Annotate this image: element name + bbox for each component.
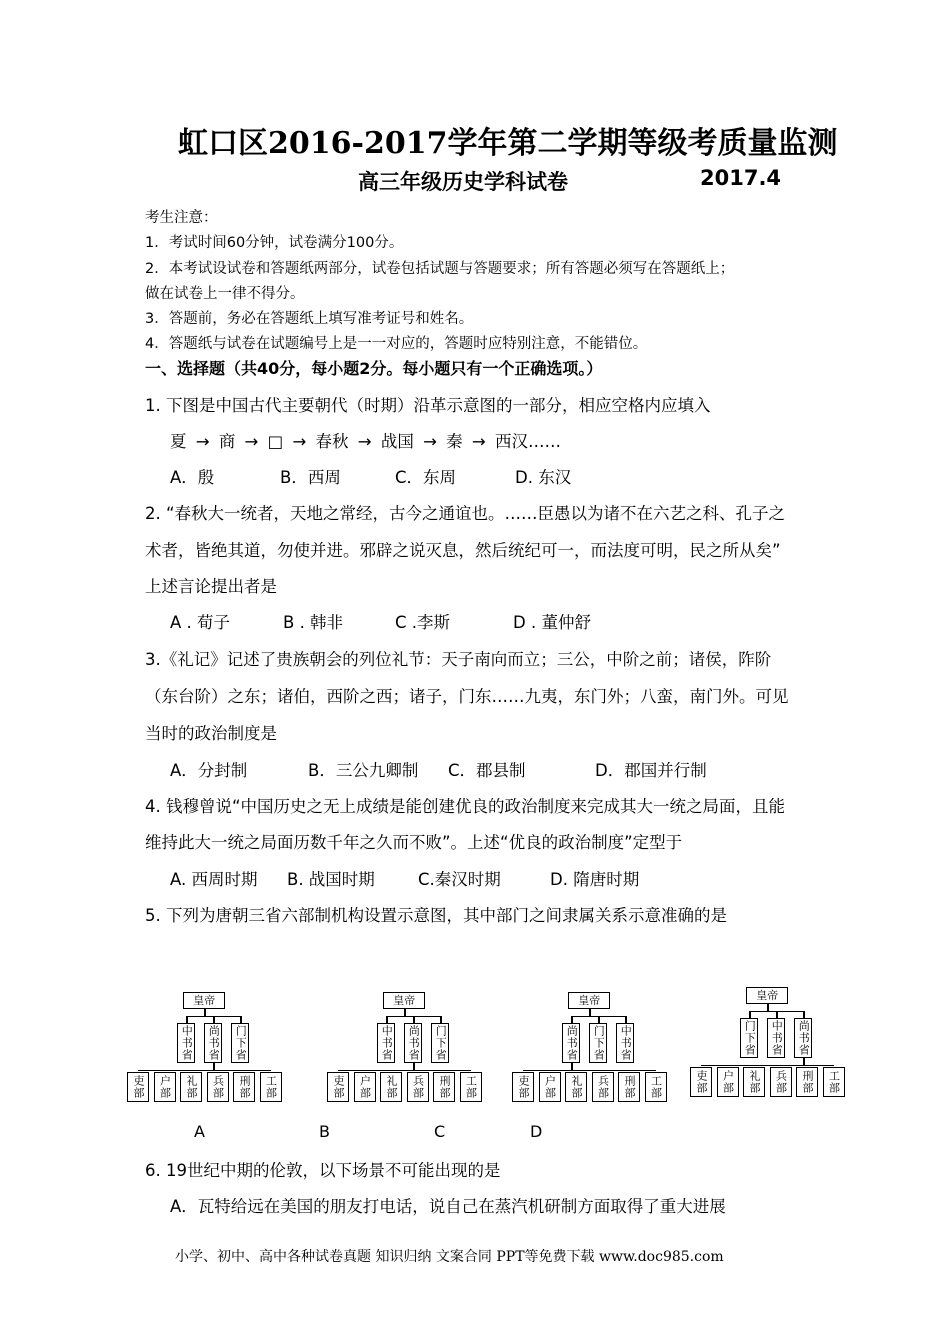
ministry-box: 工部	[645, 1072, 667, 1102]
ministry-box: 吏部	[127, 1072, 149, 1102]
connector-line	[240, 1016, 241, 1023]
ministry-box: 兵部	[407, 1072, 429, 1102]
department-box: 中书省	[177, 1023, 195, 1063]
exam-subtitle: 高三年级历史学科试卷	[358, 170, 568, 194]
ministry-box: 礼部	[380, 1072, 402, 1102]
emperor-box: 皇帝	[183, 992, 225, 1009]
diagram-label-d[interactable]: D	[530, 1122, 543, 1141]
q2-option-d[interactable]: D . 董仲舒	[513, 613, 591, 632]
note-item: 1．考试时间60分钟，试卷满分100分。	[145, 235, 404, 251]
department-box: 门下省	[589, 1023, 607, 1063]
q1-option-c[interactable]: C．东周	[395, 468, 457, 487]
connector-line	[803, 1011, 804, 1018]
connector-line	[386, 1016, 387, 1023]
org-chart-c	[512, 990, 672, 1100]
connector-line	[749, 1011, 750, 1018]
q2-line: 术者，皆绝其道，勿使并进。邪辟之说灭息，然后统纪可一，而法度可明，民之所从矣”	[145, 541, 781, 560]
ministry-box: 户部	[717, 1067, 739, 1097]
q2-option-b[interactable]: B . 韩非	[283, 613, 344, 632]
note-item: 2．本考试设试卷和答题纸两部分，试卷包括试题与答题要求；所有答题必须写在答题纸上；	[145, 261, 735, 277]
notes-heading: 考生注意：	[145, 210, 218, 226]
q2-option-c[interactable]: C .李斯	[395, 613, 451, 632]
emperor-box: 皇帝	[383, 992, 425, 1009]
ministry-box: 工部	[460, 1072, 482, 1102]
department-box: 中书省	[377, 1023, 395, 1063]
department-box: 尚书省	[404, 1023, 422, 1063]
department-box: 尚书省	[562, 1023, 580, 1063]
q3-option-c[interactable]: C．郡县制	[448, 761, 526, 780]
q5-stem: 5. 下列为唐朝三省六部制机构设置示意图，其中部门之间隶属关系示意准确的是	[145, 906, 727, 925]
connector-line	[440, 1016, 441, 1023]
note-item: 做在试卷上一律不得分。	[145, 286, 305, 302]
q3-line: 3.《礼记》记述了贵族朝会的列位礼节：天子南向而立；三公，中阶之前；诸侯，阼阶	[145, 650, 772, 669]
diagram-label-b[interactable]: B	[319, 1122, 330, 1141]
q4-option-d[interactable]: D. 隋唐时期	[550, 870, 640, 889]
department-box: 尚书省	[794, 1018, 812, 1058]
page-footer: 小学、初中、高中各种试卷真题 知识归纳 文案合同 PPT等免费下载 www.doc985.com	[175, 1249, 724, 1265]
ministry-box: 礼部	[180, 1072, 202, 1102]
org-chart-a	[127, 990, 287, 1100]
exam-title: 虹口区2016-2017学年第二学期等级考质量监测	[178, 126, 838, 161]
note-item: 3．答题前，务必在答题纸上填写准考证号和姓名。	[145, 311, 474, 327]
department-box: 门下省	[231, 1023, 249, 1063]
q1-option-a[interactable]: A．殷	[170, 468, 215, 487]
q6-option-a[interactable]: A．瓦特给远在美国的朋友打电话，说自己在蒸汽机研制方面取得了重大进展	[170, 1197, 726, 1216]
connector-line	[571, 1016, 572, 1023]
department-box: 门下省	[431, 1023, 449, 1063]
exam-date: 2017.4	[700, 166, 782, 190]
ministry-box: 吏部	[327, 1072, 349, 1102]
emperor-box: 皇帝	[568, 992, 610, 1009]
connector-line	[413, 1016, 414, 1023]
q4-option-c[interactable]: C.秦汉时期	[418, 870, 501, 889]
org-chart-b	[327, 990, 487, 1100]
q3-line: （东台阶）之东；诸伯，西阶之西；诸子，门东……九夷，东门外；八蛮，南门外。可见	[145, 687, 789, 706]
connector-line	[767, 1004, 768, 1011]
ministry-box: 兵部	[770, 1067, 792, 1097]
emperor-box: 皇帝	[746, 987, 788, 1004]
connector-line	[803, 1058, 804, 1065]
org-chart-d	[690, 985, 850, 1095]
connector-line	[413, 1063, 414, 1070]
ministry-box: 工部	[260, 1072, 282, 1102]
ministry-box: 刑部	[796, 1067, 818, 1097]
diagram-label-c[interactable]: C	[434, 1122, 446, 1141]
q6-stem: 6. 19世纪中期的伦敦，以下场景不可能出现的是	[145, 1161, 501, 1180]
department-box: 中书省	[767, 1018, 785, 1058]
ministry-box: 户部	[539, 1072, 561, 1102]
connector-line	[625, 1016, 626, 1023]
ministry-box: 刑部	[618, 1072, 640, 1102]
ministry-box: 兵部	[592, 1072, 614, 1102]
department-box: 中书省	[616, 1023, 634, 1063]
note-item: 4．答题纸与试卷在试题编号上是一一对应的，答题时应特别注意，不能错位。	[145, 336, 648, 352]
connector-line	[598, 1016, 599, 1023]
q3-option-b[interactable]: B．三公九卿制	[308, 761, 419, 780]
q1-chain: 夏 → 商 → □ → 春秋 → 战国 → 秦 → 西汉……	[170, 432, 561, 451]
connector-line	[776, 1011, 777, 1018]
q3-option-a[interactable]: A．分封制	[170, 761, 248, 780]
ministry-box: 礼部	[565, 1072, 587, 1102]
connector-line	[213, 1016, 214, 1023]
section-heading: 一、选择题（共40分，每小题2分。每小题只有一个正确选项。）	[145, 359, 603, 378]
q3-option-d[interactable]: D．郡国并行制	[595, 761, 707, 780]
department-box: 门下省	[740, 1018, 758, 1058]
q4-option-b[interactable]: B. 战国时期	[287, 870, 375, 889]
ministry-box: 刑部	[433, 1072, 455, 1102]
q2-line: 2. “春秋大一统者，天地之常经，古今之通谊也。……臣愚以为诸不在六艺之科、孔子之	[145, 504, 786, 523]
q4-line: 4. 钱穆曾说“中国历史之无上成绩是能创建优良的政治制度来完成其大一统之局面，且能	[145, 797, 786, 816]
diagram-label-a[interactable]: A	[194, 1122, 205, 1141]
ministry-box: 吏部	[690, 1067, 712, 1097]
ministry-box: 户部	[154, 1072, 176, 1102]
q4-line: 维持此大一统之局面历数千年之久而不败”。上述“优良的政治制度”定型于	[145, 833, 683, 852]
connector-line	[404, 1009, 405, 1016]
ministry-box: 礼部	[743, 1067, 765, 1097]
department-box: 尚书省	[204, 1023, 222, 1063]
connector-line	[589, 1009, 590, 1016]
q1-option-b[interactable]: B．西周	[280, 468, 341, 487]
ministry-box: 户部	[354, 1072, 376, 1102]
connector-line	[571, 1063, 572, 1070]
connector-line	[204, 1009, 205, 1016]
ministry-box: 吏部	[512, 1072, 534, 1102]
q3-line: 当时的政治制度是	[145, 724, 277, 743]
q1-stem: 1. 下图是中国古代主要朝代（时期）沿革示意图的一部分，相应空格内应填入	[145, 396, 711, 415]
ministry-box: 工部	[823, 1067, 845, 1097]
ministry-box: 刑部	[233, 1072, 255, 1102]
connector-line	[213, 1063, 214, 1070]
q4-option-a[interactable]: A. 西周时期	[170, 870, 258, 889]
connector-line	[186, 1016, 187, 1023]
q2-option-a[interactable]: A . 荀子	[170, 613, 231, 632]
ministry-box: 兵部	[207, 1072, 229, 1102]
q2-line: 上述言论提出者是	[145, 577, 277, 596]
q1-option-d[interactable]: D. 东汉	[515, 468, 572, 487]
